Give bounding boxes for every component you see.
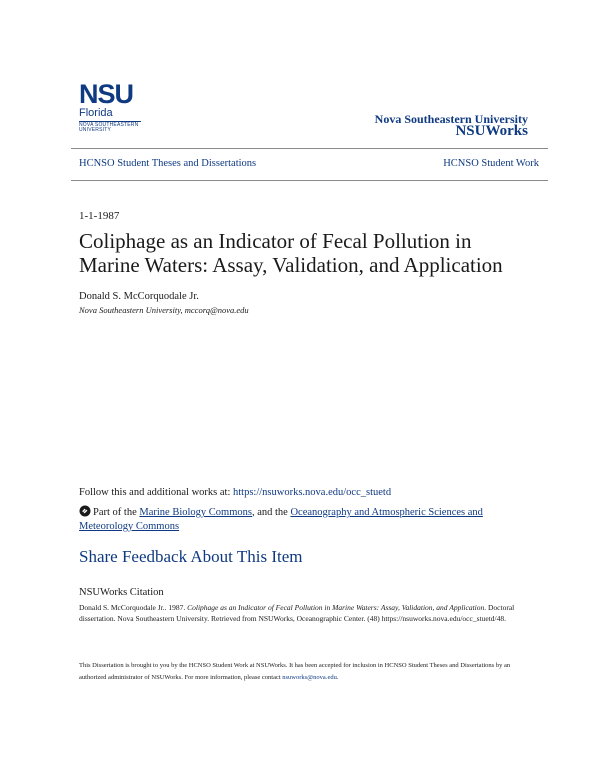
collection-link-theses[interactable]: HCNSO Student Theses and Dissertations bbox=[79, 158, 257, 169]
contact-email-link[interactable]: nsuworks@nova.edu bbox=[282, 674, 337, 681]
nsuworks-link[interactable]: NSUWorks bbox=[455, 123, 528, 139]
citation-body bbox=[79, 602, 524, 624]
follow-prefix: Follow this and additional works at: bbox=[79, 487, 233, 498]
publication-date: 1-1-1987 bbox=[79, 210, 120, 222]
document-title: Coliphage as an Indicator of Fecal Pollution in Marine Waters: Assay, Validation, and Application bbox=[79, 229, 503, 277]
follow-line bbox=[79, 487, 391, 498]
logo-nsu-text: NSU bbox=[79, 79, 134, 109]
logo-university-text: NOVA SOUTHEASTERN UNIVERSITY bbox=[79, 122, 139, 133]
share-feedback-link[interactable]: Share Feedback About This Item bbox=[79, 547, 303, 566]
logo-florida-text: Florida bbox=[79, 107, 113, 119]
collection-link-student-work[interactable]: HCNSO Student Work bbox=[443, 158, 539, 169]
footer-notice bbox=[79, 660, 539, 684]
footer-text: This Dissertation is brought to you by the HCNSO Student Work at NSUWorks. It has been accepted for inclusion in HCNSO Student Theses and Dissertations by an authorized administrator of NSUWorks. For more information, please contact bbox=[79, 662, 511, 681]
oceanography-commons-link[interactable]: Oceanography and Atmospheric Sciences and Meteorology Commons bbox=[79, 507, 483, 532]
author-affiliation: Nova Southeastern University, mccorq@nova.edu bbox=[79, 305, 249, 315]
follow-url-link[interactable]: https://nsuworks.nova.edu/occ_stuetd bbox=[233, 487, 392, 498]
citation-rest: . Doctoral dissertation. Nova Southeastern University. Retrieved from NSUWorks, Oceanographic Center. (48) https://nsuworks.nova.edu/occ_stuetd/48. bbox=[79, 603, 515, 623]
footer-end: . bbox=[336, 674, 339, 681]
partof-middle: , and the bbox=[251, 507, 291, 518]
citation-lead: Donald S. McCorquodale Jr.. 1987. bbox=[79, 603, 188, 612]
university-name-link[interactable]: Nova Southeastern University bbox=[374, 112, 528, 126]
partof-prefix: Part of the bbox=[93, 507, 140, 518]
citation-heading: NSUWorks Citation bbox=[79, 587, 164, 598]
part-of-line bbox=[79, 505, 519, 534]
header-rule-top bbox=[71, 148, 548, 149]
commons-icon bbox=[79, 505, 91, 517]
citation-title: Coliphage as an Indicator of Fecal Pollution in Marine Waters: Assay, Validation, and Application bbox=[187, 603, 485, 612]
marine-biology-commons-link[interactable]: Marine Biology Commons bbox=[139, 507, 252, 518]
nsu-florida-logo[interactable] bbox=[79, 79, 143, 133]
header-rule-bottom bbox=[71, 180, 548, 181]
author-name: Donald S. McCorquodale Jr. bbox=[79, 291, 199, 302]
